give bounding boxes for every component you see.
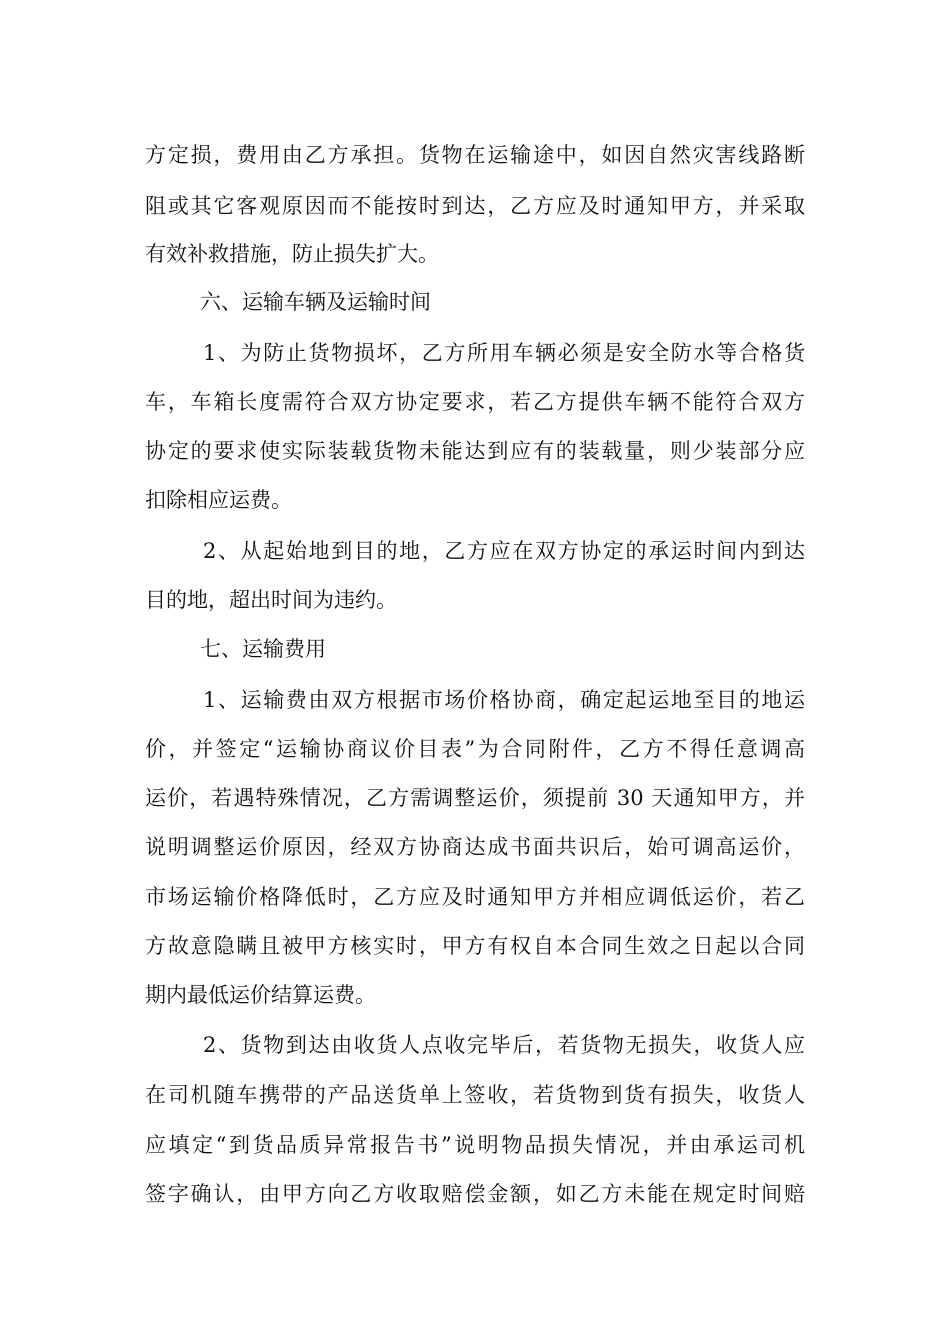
section-heading: 七、运输费用 (200, 637, 326, 661)
paragraph-line: 阻或其它客观原因而不能按时到达，乙方应及时通知甲方，并采取 (145, 194, 805, 218)
paragraph-line: 说明调整运价原因，经双方协商达成书面共识后，始可调高运价， (145, 835, 805, 859)
paragraph-line: 价，并签定“运输协商议价目表”为合同附件，乙方不得任意调高 (145, 737, 805, 761)
paragraph-line: 协定的要求使实际装载货物未能达到应有的装载量，则少装部分应 (145, 439, 805, 463)
paragraph-line: 目的地，超出时间为违约。 (145, 588, 397, 612)
paragraph-line: 在司机随车携带的产品送货单上签收，若货物到货有损失，收货人 (145, 1083, 805, 1107)
paragraph-line: 1、为防止货物损坏，乙方所用车辆必须是安全防水等合格货 (203, 341, 805, 365)
paragraph-line: 有效补救措施，防止损失扩大。 (145, 242, 439, 266)
paragraph-line: 方定损，费用由乙方承担。货物在运输途中，如因自然灾害线路断 (145, 143, 805, 167)
paragraph-line: 市场运输价格降低时，乙方应及时通知甲方并相应调低运价，若乙 (145, 885, 805, 909)
paragraph-line: 2、货物到达由收货人点收完毕后，若货物无损失，收货人应 (203, 1033, 805, 1057)
section-heading: 六、运输车辆及运输时间 (200, 290, 431, 314)
paragraph-line: 期内最低运价结算运费。 (145, 983, 376, 1007)
paragraph-line: 2、从起始地到目的地，乙方应在双方协定的承运时间内到达 (203, 539, 805, 563)
paragraph-line: 扣除相应运费。 (145, 488, 292, 512)
paragraph-line: 应填定“到货品质异常报告书”说明物品损失情况，并由承运司机 (145, 1133, 805, 1157)
paragraph-line: 车，车箱长度需符合双方协定要求，若乙方提供车辆不能符合双方 (145, 390, 805, 414)
paragraph-line: 运价，若遇特殊情况，乙方需调整运价，须提前 30 天通知甲方，并 (145, 786, 805, 810)
paragraph-line: 1、运输费由双方根据市场价格协商，确定起运地至目的地运 (203, 688, 805, 712)
paragraph-line: 签字确认，由甲方向乙方收取赔偿金额，如乙方未能在规定时间赔 (145, 1182, 805, 1206)
paragraph-line: 方故意隐瞒且被甲方核实时，甲方有权自本合同生效之日起以合同 (145, 934, 805, 958)
